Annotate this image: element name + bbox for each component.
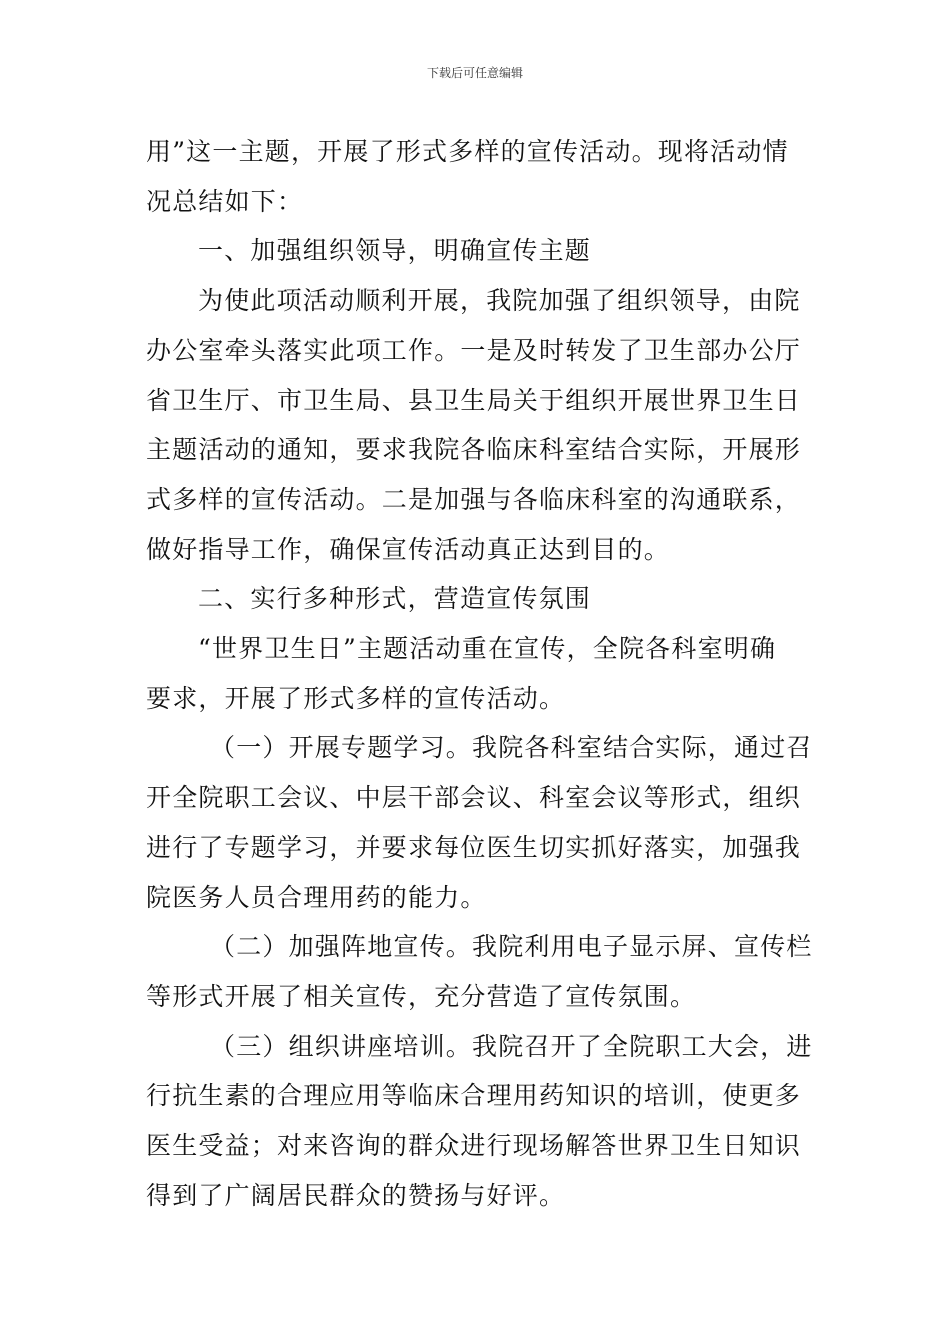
text-line: 式多样的宣传活动。二是加强与各临床科室的沟通联系，	[146, 484, 802, 514]
heading-line: 二、实行多种形式，营造宣传氛围	[198, 584, 592, 614]
text-line: 要求，开展了形式多样的宣传活动。	[146, 683, 566, 713]
paragraph-publicity	[146, 624, 808, 723]
text-line: 医生受益；对来咨询的群众进行现场解答世界卫生日知识	[146, 1131, 802, 1161]
section-heading-2	[146, 574, 808, 624]
text-line: “世界卫生日”主题活动重在宣传，全院各科室明确	[198, 634, 777, 664]
text-line: （二）加强阵地宣传。我院利用电子显示屏、宣传栏	[210, 932, 813, 962]
text-line: 得到了广阔居民群众的赞扬与好评。	[146, 1180, 566, 1210]
text-line: 行抗生素的合理应用等临床合理用药知识的培训，使更多	[146, 1081, 802, 1111]
text-line: 办公室牵头落实此项工作。一是及时转发了卫生部办公厅	[146, 335, 802, 365]
text-line: 况总结如下：	[146, 186, 304, 216]
text-line: 等形式开展了相关宣传，充分营造了宣传氛围。	[146, 981, 697, 1011]
paragraph-item-2	[146, 922, 813, 1021]
page-header: 下载后可任意编辑	[426, 66, 523, 80]
paragraph-organization	[146, 276, 808, 574]
text-line: （一）开展专题学习。我院各科室结合实际，通过召	[210, 733, 813, 763]
paragraph-intro-continued	[146, 127, 808, 226]
document-body	[146, 127, 813, 1220]
paragraph-item-1	[146, 723, 813, 922]
text-line: 用”这一主题，开展了形式多样的宣传活动。现将活动情	[146, 137, 789, 166]
text-line: 做好指导工作，确保宣传活动真正达到目的。	[146, 534, 671, 564]
text-line: （三）组织讲座培训。我院召开了全院职工大会，进	[210, 1031, 813, 1061]
text-line: 为使此项活动顺利开展，我院加强了组织领导，由院	[198, 286, 801, 316]
text-line: 主题活动的通知，要求我院各临床科室结合实际，开展形	[146, 435, 802, 465]
section-heading-1	[146, 226, 808, 276]
text-line: 开全院职工会议、中层干部会议、科室会议等形式，组织	[146, 783, 802, 813]
heading-line: 一、加强组织领导，明确宣传主题	[198, 236, 592, 266]
text-line: 进行了专题学习，并要求每位医生切实抓好落实，加强我	[146, 832, 802, 862]
text-line: 省卫生厅、市卫生局、县卫生局关于组织开展世界卫生日	[146, 385, 802, 415]
text-line: 院医务人员合理用药的能力。	[146, 882, 487, 912]
paragraph-item-3	[146, 1022, 813, 1221]
